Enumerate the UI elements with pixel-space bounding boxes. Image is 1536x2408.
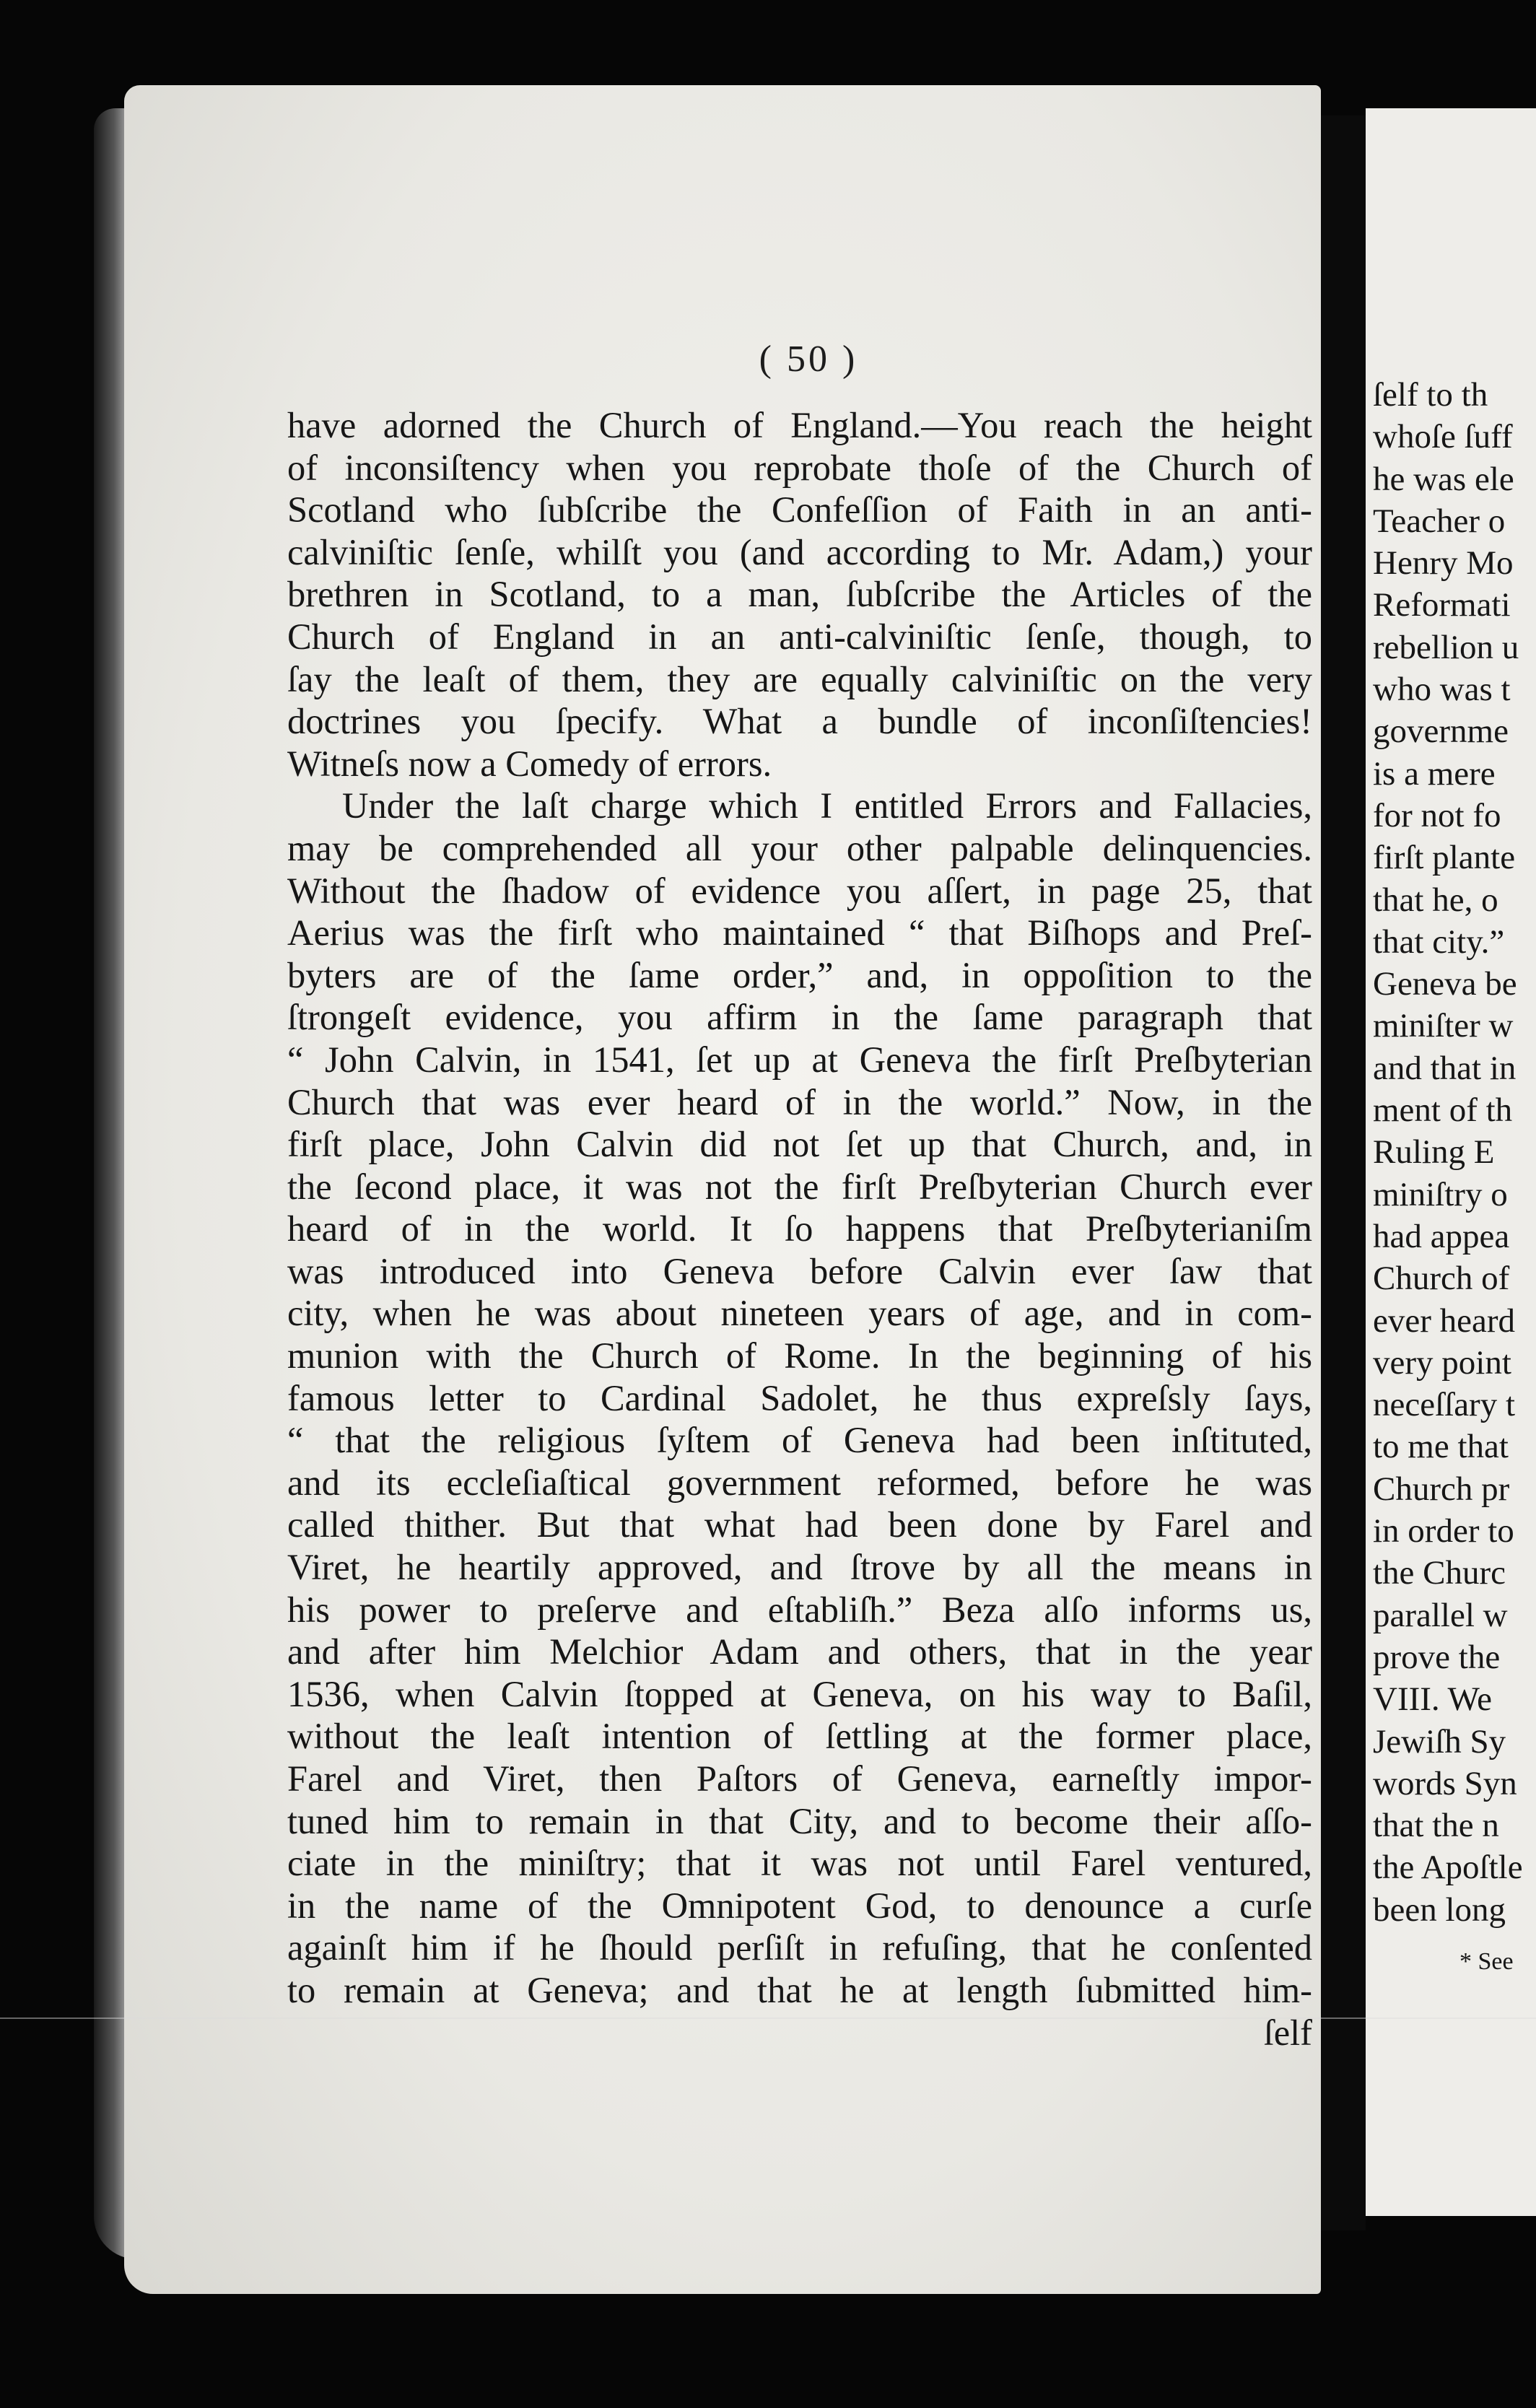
text-line: ſtrongeſt evidence, you affirm in the ſame paragraph that xyxy=(287,997,1312,1038)
text-line: had appea xyxy=(1373,1217,1510,1255)
text-line: “ that the religious ſyſtem of Geneva had been inſtituted, xyxy=(287,1420,1312,1461)
text-line: in order to xyxy=(1373,1512,1514,1550)
text-line: brethren in Scotland, to a man, ſubſcribe the Articles of the xyxy=(287,574,1312,615)
text-line: that city.” xyxy=(1373,922,1505,961)
text-line: Teacher o xyxy=(1373,502,1506,540)
text-line: miniſter w xyxy=(1373,1007,1514,1045)
footnote-marker: * See xyxy=(1459,1947,1514,1975)
text-line: and that in xyxy=(1373,1049,1517,1087)
text-line: governme xyxy=(1373,712,1509,751)
text-line: ciate in the miniſtry; that it was not until Farel ventured, xyxy=(287,1843,1312,1884)
text-line: byters are of the ſame order,” and, in oppoſition to the xyxy=(287,954,1312,995)
text-line: to remain at Geneva; and that he at length ſubmitted him- xyxy=(287,1969,1312,2010)
text-line: Under the laſt charge which I entitled Errors and Fallacies, xyxy=(342,785,1312,826)
text-line: have adorned the Church of England.—You reach the height xyxy=(287,405,1312,445)
left-page-text xyxy=(287,404,1312,2054)
text-line: the Apoſtle xyxy=(1373,1849,1523,1887)
text-line: Farel and Viret, then Paſtors of Geneva, earneſtly impor- xyxy=(287,1758,1312,1799)
text-line: Witneſs now a Comedy of errors. xyxy=(287,743,772,784)
text-line: who was t xyxy=(1373,671,1511,709)
text-line: and its eccleſiaſtical government reformed, before he was xyxy=(287,1462,1312,1503)
text-line: Geneva be xyxy=(1373,965,1517,1003)
text-line: was introduced into Geneva before Calvin ever ſaw that xyxy=(287,1250,1312,1291)
text-line: doctrines you ſpecify. What a bundle of inconſiſtencies! xyxy=(287,701,1312,742)
text-line: been long xyxy=(1373,1890,1506,1929)
text-line: the Churc xyxy=(1373,1554,1506,1592)
text-line: calviniſtic ſenſe, whilſt you (and according to Mr. Adam,) your xyxy=(287,531,1312,572)
text-line: ment of th xyxy=(1373,1091,1513,1130)
text-line: called thither. But that what had been done by Farel and xyxy=(287,1504,1312,1545)
text-line: and after him Melchior Adam and others, that in the year xyxy=(287,1631,1312,1672)
text-line: “ John Calvin, in 1541, ſet up at Geneva the firſt Preſbyterian xyxy=(287,1039,1312,1080)
text-line: that he, o xyxy=(1373,881,1498,919)
text-line: famous letter to Cardinal Sadolet, he thus expreſsly ſays, xyxy=(287,1377,1312,1418)
text-line: very point xyxy=(1373,1343,1511,1382)
text-line: munion with the Church of Rome. In the beginning of his xyxy=(287,1335,1312,1377)
text-line: ever heard xyxy=(1373,1301,1515,1340)
text-line: in the name of the Omnipotent God, to denounce a curſe xyxy=(287,1885,1312,1926)
text-line: for not fo xyxy=(1373,796,1501,834)
text-line: Ruling E xyxy=(1373,1133,1495,1172)
text-line: VIII. We xyxy=(1373,1680,1493,1719)
text-line: Scotland who ſubſcribe the Confeſſion of Faith in an anti- xyxy=(287,489,1312,531)
text-line: Church that was ever heard of in the world.” Now, in the xyxy=(287,1081,1312,1122)
text-line: firſt place, John Calvin did not ſet up that Church, and, in xyxy=(287,1124,1312,1165)
text-line: his power to preſerve and eſtabliſh.” Beza alſo informs us, xyxy=(287,1589,1312,1630)
text-line: the ſecond place, it was not the firſt Preſbyterian Church ever xyxy=(287,1166,1312,1207)
text-line: tuned him to remain in that City, and to become their aſſo- xyxy=(287,1800,1312,1841)
text-line: whoſe ſuff xyxy=(1373,418,1513,456)
text-line: Reformati xyxy=(1373,586,1511,624)
text-line: may be comprehended all your other palpable delinquencies. xyxy=(287,827,1312,868)
page-number: ( 50 ) xyxy=(759,339,858,380)
text-line: neceſſary t xyxy=(1373,1386,1516,1424)
text-line: parallel w xyxy=(1373,1596,1508,1634)
text-line: of inconsiſtency when you reprobate thoſe of the Church of xyxy=(287,447,1312,488)
text-line: miniſtry o xyxy=(1373,1175,1508,1213)
text-line: ſelf to th xyxy=(1373,376,1488,414)
text-line: againſt him if he ſhould perſiſt in refuſing, that he conſented xyxy=(287,1927,1312,1968)
text-line: Church pr xyxy=(1373,1470,1510,1508)
book-gutter xyxy=(1321,115,1366,2230)
text-line: that the n xyxy=(1373,1807,1499,1845)
text-line: Viret, he heartily approved, and ſtrove by all the means in xyxy=(287,1547,1312,1588)
right-page-text xyxy=(1373,374,1536,1983)
text-line: is a mere xyxy=(1373,754,1496,793)
text-line: 1536, when Calvin ſtopped at Geneva, on his way to Baſil, xyxy=(287,1673,1312,1714)
text-line: to me that xyxy=(1373,1428,1509,1466)
text-line: Jewiſh Sy xyxy=(1373,1722,1506,1761)
text-line: Church of xyxy=(1373,1260,1510,1298)
text-line: without the leaſt intention of ſettling at the former place, xyxy=(287,1716,1312,1757)
scan-artifact-line xyxy=(0,2017,1536,2019)
text-line: words Syn xyxy=(1373,1764,1517,1802)
text-line: he was ele xyxy=(1373,460,1514,498)
catchword: ſelf xyxy=(1263,2012,1312,2053)
text-line: firſt plante xyxy=(1373,839,1516,877)
text-line: ſay the leaſt of them, they are equally calviniſtic on the very xyxy=(287,658,1312,699)
text-line: Without the ſhadow of evidence you aſſert, in page 25, that xyxy=(287,870,1312,911)
text-line: Henry Mo xyxy=(1373,544,1514,583)
text-line: Church of England in an anti-calviniſtic ſenſe, though, to xyxy=(287,616,1312,657)
text-line: rebellion u xyxy=(1373,628,1519,666)
text-line: heard of in the world. It ſo happens that Preſbyterianiſm xyxy=(287,1208,1312,1249)
text-line: prove the xyxy=(1373,1638,1501,1676)
text-line: Aerius was the firſt who maintained “ that Biſhops and Preſ- xyxy=(287,912,1312,954)
text-line: city, when he was about nineteen years of age, and in com- xyxy=(287,1293,1312,1334)
